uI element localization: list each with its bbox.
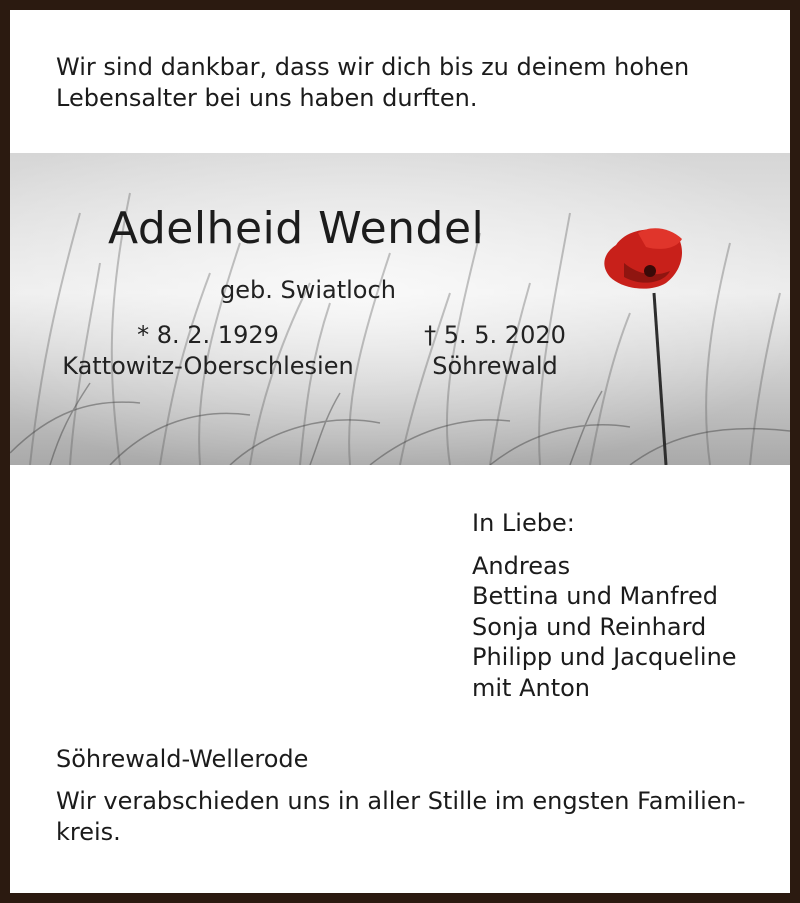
birth-info: [48, 320, 368, 382]
grass-poppy-banner: [10, 153, 790, 465]
intro-line-1: Wir sind dankbar, dass wir dich bis zu deinem hohen: [56, 53, 690, 81]
mourner-item: Sonja und Reinhard: [472, 612, 707, 641]
mourners-list: [472, 508, 737, 703]
deceased-name: Adelheid Wendel: [108, 203, 485, 254]
residence-place: Söhrewald-Wellerode: [56, 745, 309, 773]
grass-background-image: [10, 153, 790, 465]
mourner-item: Philipp und Jacqueline: [472, 643, 737, 671]
death-date: † 5. 5. 2020: [424, 321, 566, 349]
death-info: [395, 320, 595, 382]
intro-text: [56, 52, 746, 114]
mourner-item: mit Anton: [472, 673, 591, 702]
death-place: Söhrewald: [432, 352, 558, 380]
mourner-item: Bettina und Manfred: [472, 582, 718, 610]
closing-line-1: Wir verabschieden uns in aller Stille im engsten Familien-: [56, 787, 746, 815]
intro-line-2: Lebensalter bei uns haben durften.: [56, 84, 478, 112]
mourners-heading: In Liebe:: [472, 509, 575, 537]
closing-line-2: kreis.: [56, 818, 121, 846]
birth-place: Kattowitz-Oberschlesien: [62, 352, 354, 380]
obituary-notice: [10, 10, 790, 893]
closing-text: [56, 786, 756, 848]
birth-name: geb. Swiatloch: [220, 276, 396, 304]
mourner-item: Andreas: [472, 551, 571, 580]
birth-date: * 8. 2. 1929: [137, 321, 279, 349]
